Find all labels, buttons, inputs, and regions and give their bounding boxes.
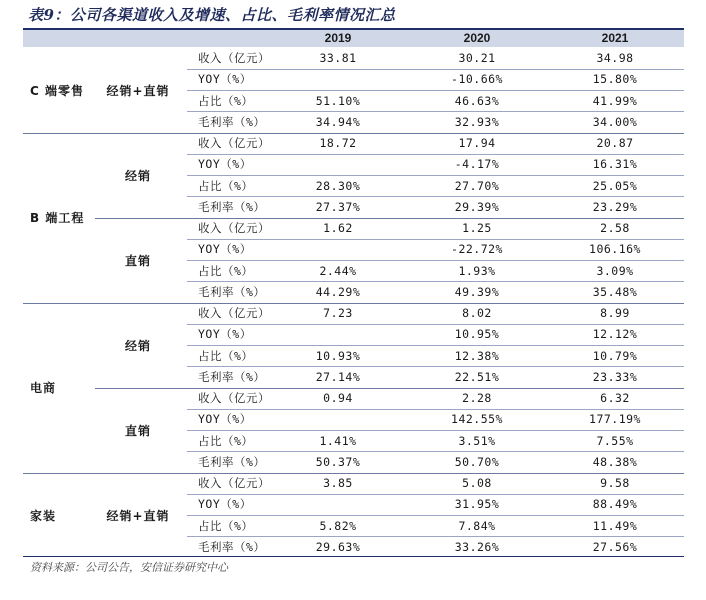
metric-label: YOY（%） xyxy=(198,72,252,87)
table-cell: 48.38% xyxy=(592,454,638,469)
table-cell: 20.87 xyxy=(596,136,634,150)
table-cell: 3.85 xyxy=(323,476,353,490)
channel-group-label: C 端零售 xyxy=(30,83,84,98)
table-cell xyxy=(273,324,403,345)
table-cell: 33.81 xyxy=(319,51,357,65)
channel-sub-label: 经销+直销 xyxy=(106,83,170,98)
table-cell: 8.99 xyxy=(600,306,630,320)
table-cell: 33.26% xyxy=(454,539,500,554)
metric-label: 毛利率（%） xyxy=(198,199,266,214)
metric-label: 占比（%） xyxy=(198,178,254,193)
table-cell xyxy=(273,494,403,515)
table-cell: 22.51% xyxy=(454,369,500,384)
channel-group-label: B 端工程 xyxy=(30,211,85,225)
metric-label: 收入（亿元） xyxy=(198,306,270,320)
table-cell: 34.00% xyxy=(592,114,638,129)
table-cell: 44.29% xyxy=(315,284,361,299)
table-cell: 12.38% xyxy=(454,348,500,363)
table-cell: 27.56% xyxy=(592,539,638,554)
table-cell: 8.02 xyxy=(462,306,492,320)
table-cell: 25.05% xyxy=(592,178,638,193)
table-cell: 106.16% xyxy=(589,242,641,257)
table-cell: 2.28 xyxy=(462,391,492,405)
table-cell: 23.33% xyxy=(592,369,638,384)
table-cell: 5.08 xyxy=(462,476,492,490)
table-cell: 5.82% xyxy=(319,518,357,533)
table-cell: 30.21 xyxy=(458,51,496,65)
year-header-2: 2021 xyxy=(601,31,629,45)
year-header-1: 2020 xyxy=(463,31,491,45)
table-cell: 9.58 xyxy=(600,476,630,490)
table-cell xyxy=(273,154,403,175)
table-cell: 27.37% xyxy=(315,199,361,214)
metric-label: 收入（亿元） xyxy=(198,221,270,235)
table-cell: 88.49% xyxy=(592,497,638,512)
table-cell: 50.70% xyxy=(454,454,500,469)
table-cell: 35.48% xyxy=(592,284,638,299)
table-cell xyxy=(273,409,403,430)
year-header-0: 2019 xyxy=(324,31,352,45)
table-cell: 0.94 xyxy=(323,391,353,405)
table-cell: 10.95% xyxy=(454,327,500,342)
table-cell: 10.79% xyxy=(592,348,638,363)
table-cell: 6.32 xyxy=(600,391,630,405)
table-cell: -10.66% xyxy=(451,72,503,87)
table-cell: 1.41% xyxy=(319,433,357,448)
table-cell: 29.39% xyxy=(454,199,500,214)
table-cell: 7.84% xyxy=(458,518,496,533)
metric-label: 收入（亿元） xyxy=(198,476,270,490)
table-cell: 2.44% xyxy=(319,263,357,278)
table-cell: 1.62 xyxy=(323,221,353,235)
metric-label: YOY（%） xyxy=(198,157,252,172)
table-cell: 27.14% xyxy=(315,369,361,384)
table-cell: -22.72% xyxy=(451,242,503,257)
table-cell: 46.63% xyxy=(454,93,500,108)
source-note: 资料来源：公司公告，安信证券研究中心 xyxy=(30,561,228,574)
table-cell: 51.10% xyxy=(315,93,361,108)
table-cell: 15.80% xyxy=(592,72,638,87)
table-cell: 1.93% xyxy=(458,263,496,278)
metric-label: 毛利率（%） xyxy=(198,284,266,299)
table-cell: 23.29% xyxy=(592,199,638,214)
metric-label: 毛利率（%） xyxy=(198,454,266,469)
metric-label: 毛利率（%） xyxy=(198,539,266,554)
channel-group-label: 家装 xyxy=(30,508,57,523)
table-cell xyxy=(273,239,403,260)
channel-sub-label: 经销 xyxy=(124,338,151,353)
table-cell: 142.55% xyxy=(451,412,503,427)
table-cell: 12.12% xyxy=(592,327,638,342)
metric-label: YOY（%） xyxy=(198,412,252,427)
metric-label: 毛利率（%） xyxy=(198,114,266,129)
table-cell: 18.72 xyxy=(319,136,357,150)
metric-label: 占比（%） xyxy=(198,93,254,108)
table-cell: 41.99% xyxy=(592,93,638,108)
bottom-rule xyxy=(23,556,684,557)
channel-sub-label: 直销 xyxy=(124,253,151,268)
table-cell xyxy=(273,69,403,90)
metric-label: YOY（%） xyxy=(198,242,252,257)
table-cell: 10.93% xyxy=(315,348,361,363)
table-cell: 29.63% xyxy=(315,539,361,554)
metric-label: 毛利率（%） xyxy=(198,369,266,384)
table-cell: 49.39% xyxy=(454,284,500,299)
table-cell: 3.09% xyxy=(596,263,634,278)
table-cell: 7.23 xyxy=(323,306,353,320)
table-cell: 1.25 xyxy=(462,221,492,235)
table-title: 表9：公司各渠道收入及增速、占比、毛利率情况汇总 xyxy=(28,6,396,24)
channel-sub-label: 直销 xyxy=(124,423,151,438)
table-cell: 11.49% xyxy=(592,518,638,533)
table-cell: 7.55% xyxy=(596,433,634,448)
metric-label: 占比（%） xyxy=(198,348,254,363)
metric-label: 收入（亿元） xyxy=(198,391,270,405)
table-cell: 32.93% xyxy=(454,114,500,129)
table-cell: 3.51% xyxy=(458,433,496,448)
table-cell: 34.98 xyxy=(596,51,634,65)
metric-label: 收入（亿元） xyxy=(198,136,270,150)
table-cell: 16.31% xyxy=(592,157,638,172)
metric-label: 占比（%） xyxy=(198,263,254,278)
table-cell: 50.37% xyxy=(315,454,361,469)
table-cell: 177.19% xyxy=(589,412,641,427)
metric-label: 占比（%） xyxy=(198,433,254,448)
table-cell: 27.70% xyxy=(454,178,500,193)
table-cell: -4.17% xyxy=(454,157,500,172)
table-cell: 28.30% xyxy=(315,178,361,193)
table-cell: 17.94 xyxy=(458,136,496,150)
metric-label: YOY（%） xyxy=(198,497,252,512)
table-cell: 2.58 xyxy=(600,221,630,235)
metric-label: 占比（%） xyxy=(198,518,254,533)
channel-sub-label: 经销+直销 xyxy=(106,508,170,523)
table-cell: 31.95% xyxy=(454,497,500,512)
metric-label: YOY（%） xyxy=(198,327,252,342)
table-cell: 34.94% xyxy=(315,114,361,129)
channel-sub-label: 经销 xyxy=(124,168,151,183)
channel-group-label: 电商 xyxy=(30,381,57,395)
metric-label: 收入（亿元） xyxy=(198,51,270,65)
